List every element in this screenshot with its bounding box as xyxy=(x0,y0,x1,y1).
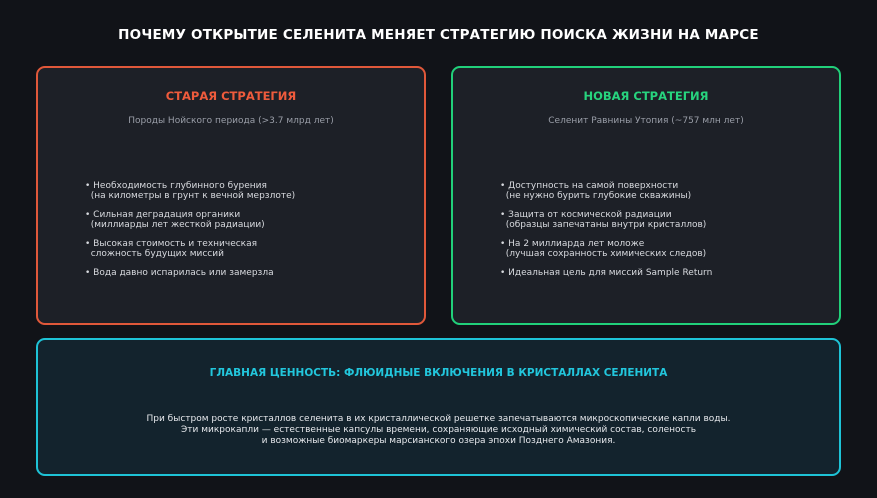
list-item: • Сильная деградация органики (миллиарды лет жесткой радиации) xyxy=(85,210,265,230)
new-strategy-panel xyxy=(451,66,841,325)
main-value-line: При быстром росте кристаллов селенита в их кристаллической решетке запечатываются микроскопические капли воды. xyxy=(146,414,731,424)
old-strategy-list xyxy=(85,181,295,287)
old-strategy-subtitle: Породы Нойского периода (>3.7 млрд лет) xyxy=(128,116,334,126)
list-item: • Необходимость глубинного бурения (на километры в грунт к вечной мерзлоте) xyxy=(85,181,296,201)
new-strategy-list xyxy=(500,181,712,287)
main-value-line: и возможные биомаркеры марсианского озера эпохи Позднего Амазония. xyxy=(261,436,616,446)
list-item: • Высокая стоимость и техническая сложность будущих миссий xyxy=(85,239,258,259)
new-strategy-title: НОВАЯ СТРАТЕГИЯ xyxy=(583,89,709,103)
list-item: • Доступность на самой поверхности (не нужно бурить глубокие скважины) xyxy=(500,181,692,201)
diagram-title: ПОЧЕМУ ОТКРЫТИЕ СЕЛЕНИТА МЕНЯЕТ СТРАТЕГИЮ ПОИСКА ЖИЗНИ НА МАРСЕ xyxy=(118,27,759,43)
list-item: • На 2 миллиарда лет моложе (лучшая сохранность химических следов) xyxy=(500,239,707,259)
old-strategy-title: СТАРАЯ СТРАТЕГИЯ xyxy=(165,89,297,103)
list-item: • Защита от космической радиации (образцы запечатаны внутри кристаллов) xyxy=(500,210,707,230)
main-value-text xyxy=(38,414,839,447)
old-strategy-panel xyxy=(36,66,426,325)
new-strategy-subtitle: Селенит Равнины Утопия (~757 млн лет) xyxy=(548,116,744,126)
main-value-line: Эти микрокапли — естественные капсулы времени, сохраняющие исходный химический состав, соленость xyxy=(180,425,696,435)
list-item: • Вода давно испарилась или замерзла xyxy=(85,268,274,278)
main-value-title: ГЛАВНАЯ ЦЕННОСТЬ: ФЛЮИДНЫЕ ВКЛЮЧЕНИЯ В КРИСТАЛЛАХ СЕЛЕНИТА xyxy=(209,367,668,379)
list-item: • Идеальная цель для миссий Sample Return xyxy=(500,268,713,278)
main-value-panel xyxy=(36,338,841,476)
